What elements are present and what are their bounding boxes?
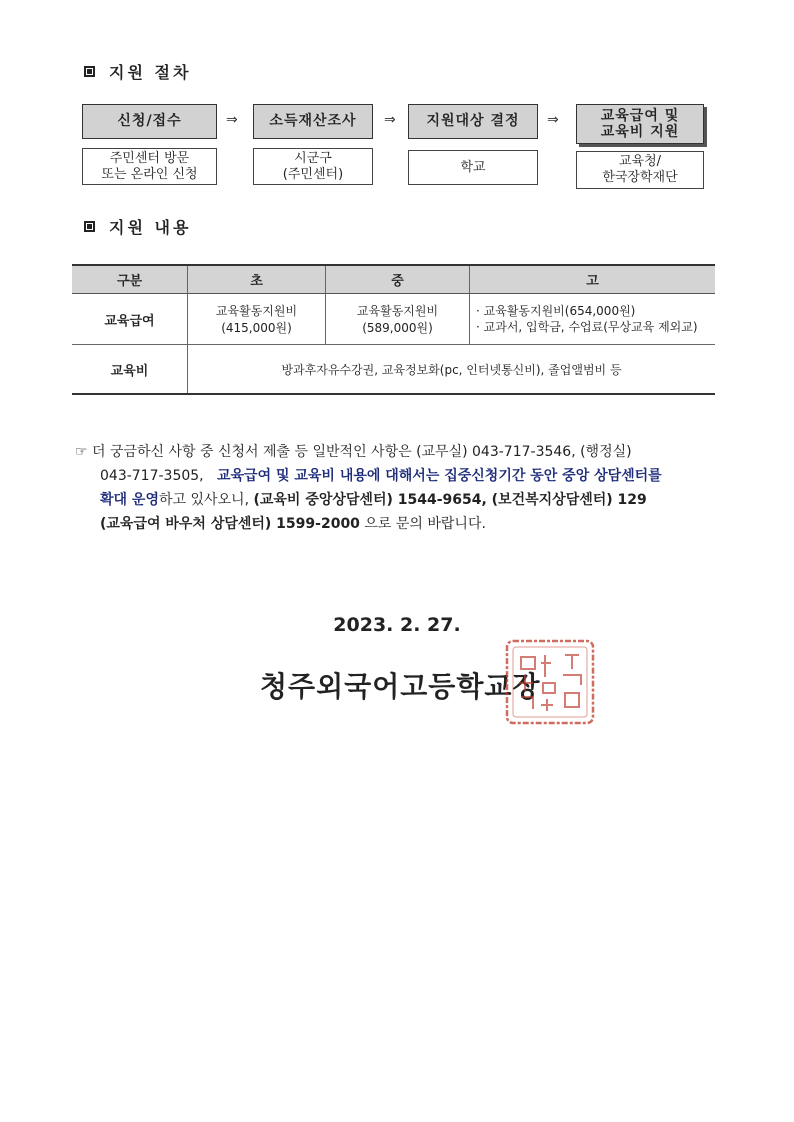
notice-line (75, 488, 715, 512)
arrow-icon: ⇒ (384, 112, 396, 128)
arrow-icon: ⇒ (226, 112, 238, 128)
notice-line (75, 464, 715, 488)
step-label: 지원대상 결정 (426, 113, 520, 130)
official-seal-icon (503, 637, 597, 727)
notice-highlight: 확대 운영 (100, 492, 159, 508)
document-date: 2023. 2. 27. (333, 614, 461, 636)
notice-line (75, 440, 715, 464)
notice-text: 으로 문의 바랍니다. (364, 516, 486, 532)
step-decision-detail: 학교 (408, 150, 538, 185)
notice-highlight: 교육급여 및 교육비 내용에 대해서는 집중신청기간 동안 중앙 상담센터를 (217, 468, 662, 484)
header-elementary: 초 (188, 265, 326, 294)
section-heading-content (84, 215, 191, 238)
section-title: 지원 절차 (109, 63, 192, 82)
pointing-hand-icon: ☞ (75, 444, 88, 460)
cell-elementary: 교육활동지원비 (415,000원) (188, 294, 326, 345)
section-heading-procedure (84, 60, 191, 83)
list-item: · 교육활동지원비(654,000원) (476, 303, 636, 318)
notice-text: 043-717-3505, (100, 468, 204, 484)
row-label: 교육급여 (72, 294, 188, 345)
header-high: 고 (470, 265, 716, 294)
step-support-detail: 교육청/ 한국장학재단 (576, 151, 704, 189)
notice-text: 하고 있사오니, (158, 492, 250, 508)
notice-contacts: (교육비 중앙상담센터) 1544-9654, (보건복지상담센터) 129 (253, 492, 647, 508)
support-table (72, 264, 715, 395)
table-header-row (72, 265, 715, 294)
table-row (72, 345, 715, 395)
section-title: 지원 내용 (109, 218, 192, 237)
cell-high (470, 294, 716, 345)
step-apply-detail: 주민센터 방문 또는 온라인 신청 (82, 148, 217, 185)
notice-text: 더 궁금하신 사항 중 신청서 제출 등 일반적인 사항은 (교무실) 043-717-3546, (행정실) (92, 444, 632, 460)
header-category: 구분 (72, 265, 188, 294)
header-middle: 중 (326, 265, 470, 294)
cell-merged: 방과후자유수강권, 교육정보화(pc, 인터넷통신비), 졸업앨범비 등 (188, 345, 716, 395)
cell-middle: 교육활동지원비 (589,000원) (326, 294, 470, 345)
square-bullet-icon (84, 66, 95, 77)
square-bullet-icon (84, 221, 95, 232)
step-label: 소득재산조사 (269, 113, 357, 130)
row-label: 교육비 (72, 345, 188, 395)
step-income-check (253, 104, 373, 139)
step-label: 신청/접수 (117, 113, 182, 130)
notice-line (75, 512, 715, 536)
step-decision (408, 104, 538, 139)
arrow-icon: ⇒ (547, 112, 559, 128)
list-item: · 교과서, 입학금, 수업료(무상교육 제외교) (476, 320, 698, 334)
table-row (72, 294, 715, 345)
step-income-check-detail: 시군구 (주민센터) (253, 148, 373, 185)
notice-contacts: (교육급여 바우처 상담센터) 1599-2000 (100, 516, 360, 532)
signer-name: 청주외국어고등학교장 (260, 670, 541, 703)
step-support: 교육급여 및 교육비 지원 (576, 104, 704, 144)
step-apply (82, 104, 217, 139)
notice-paragraph (75, 440, 715, 536)
